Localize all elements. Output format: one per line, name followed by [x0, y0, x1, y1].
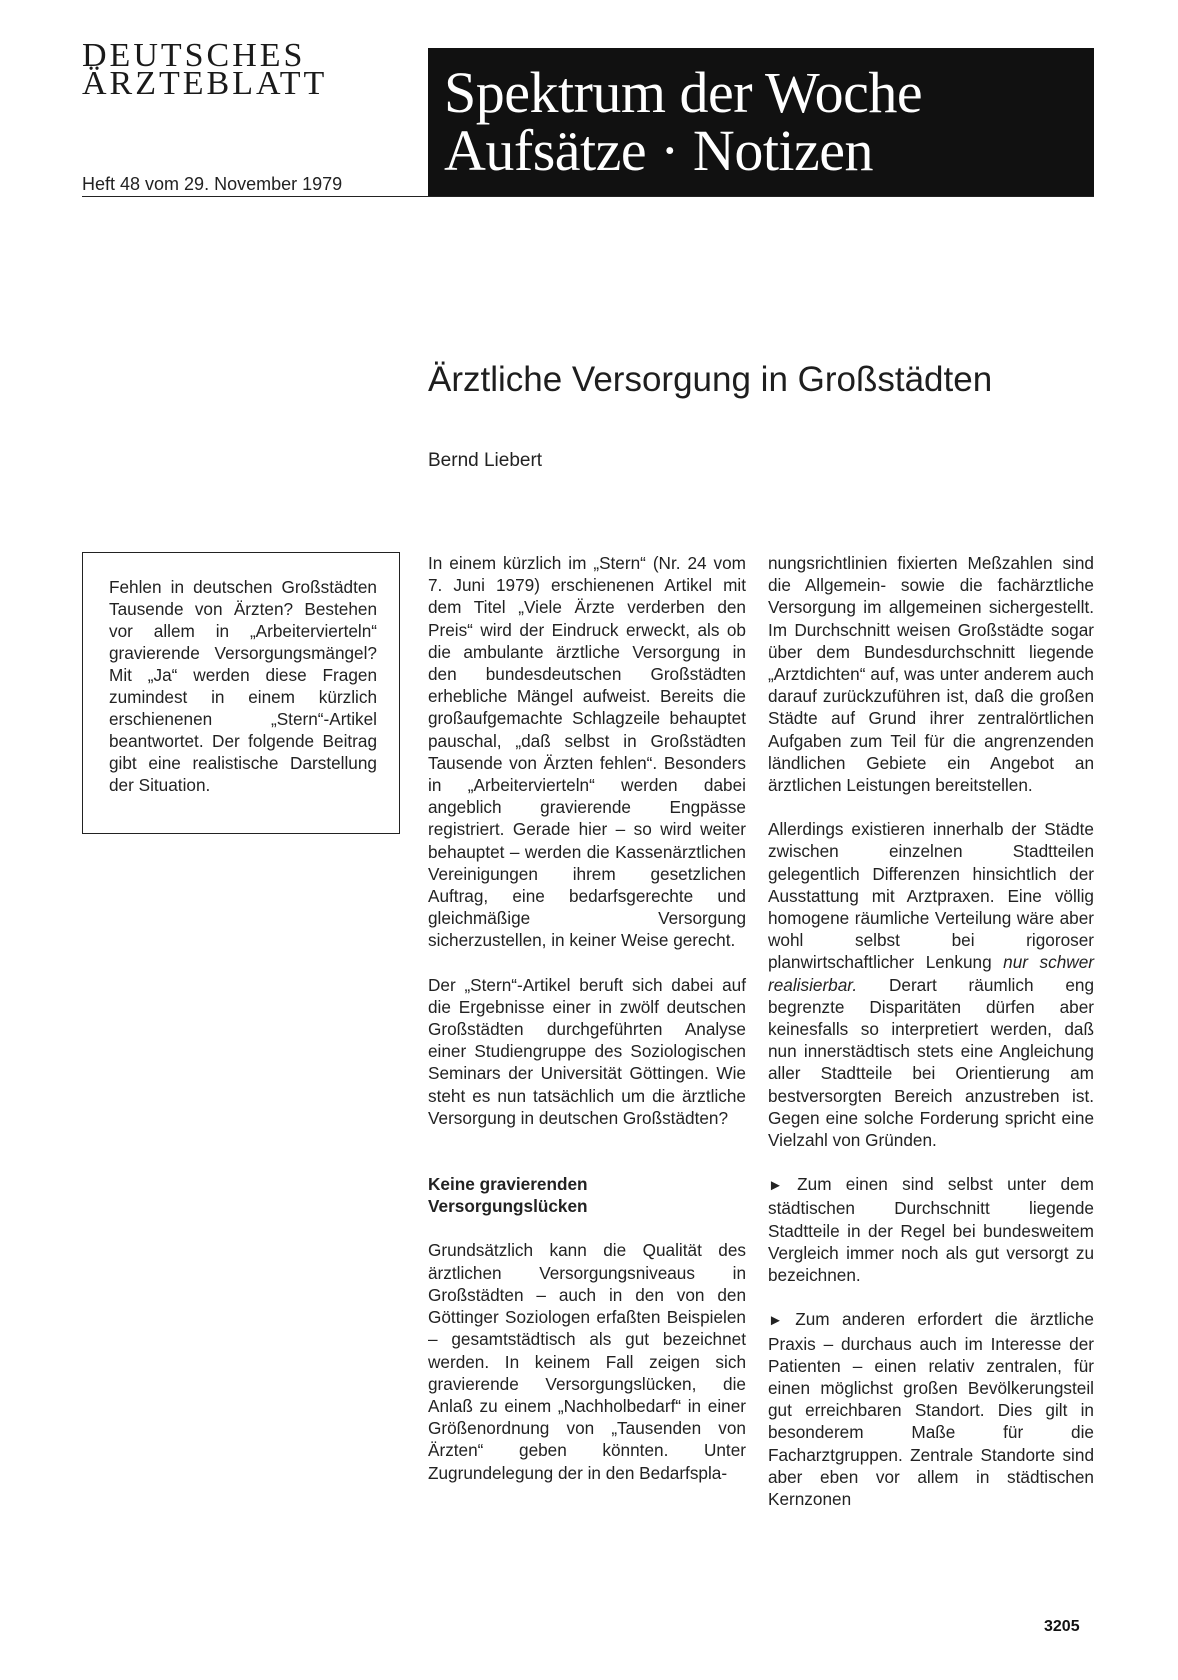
masthead [82, 37, 328, 102]
section-heading-line-2: Versorgungslücken [428, 1196, 588, 1217]
paragraph: nungsrichtlinien fixierten Meßzahlen sind die Allgemein- sowie die fachärztliche Versorgung im allgemeinen sichergestellt. Im Durchschnitt weisen Großstädte sogar über dem Bundesdurchschnitt liegende „Arztdichten“ auf, was unter anderem auch darauf zurückzuführen ist, daß die großen Städte auf Grund ihrer zentralörtlichen Aufgaben zum Teil für die angrenzenden ländlichen Gebiete ein Angebot an ärztlichen Leistungen bereitstellen. [768, 553, 1094, 796]
paragraph-text: Derart räumlich eng begrenzte Disparitäten dürfen aber keinesfalls so interpretiert werden, daß nun innerstädtisch stets eine Angleichung aller Stadtteile bei Orientierung am bestversorgten Bereich anzustreben ist. Gegen eine solche Forderung spricht eine Vielzahl von Gründen. [768, 974, 1094, 1151]
banner-line-1: Spektrum der Woche [444, 60, 923, 125]
section-banner [428, 48, 1094, 196]
arrow-bullet-icon: ► [768, 1312, 783, 1330]
bullet-paragraph [768, 1173, 1094, 1286]
abstract-text: Fehlen in deutschen Großstädten Tausende von Ärzten? Bestehen vor allem in „Arbeitervierteln“ gravierende Versorgungsmängel? Mit „Ja“ werden diese Fragen zumindest in einem kürzlich erschienenen „Stern“-Artikel beantwortet. Der folgende Beitrag gibt eine realistische Darstellung der Situation. [109, 577, 377, 795]
masthead-line-1: DEUTSCHES [82, 37, 306, 74]
paragraph-text: Zum anderen erfordert die ärztliche Praxis – durchaus auch im Interesse der Patienten – einen relativ zentralen, für einen möglichst großen Bevölkerungsteil gut erreichbaren Standort. Dies gilt in besonderem Maße für die Facharztgruppen. Zentrale Standorte sind aber eben vor allem in städtischen Kernzonen [768, 1309, 1094, 1509]
banner-line-2: Aufsätze · Notizen [444, 118, 874, 183]
masthead-line-2: ÄRZTEBLATT [82, 65, 328, 102]
arrow-bullet-icon: ► [768, 1177, 783, 1195]
emphasis-text: nur schwer realisierbar. [768, 952, 1094, 995]
article-column-2 [768, 552, 1094, 1510]
paragraph: Grundsätzlich kann die Qualität des ärztlichen Versorgungsniveaus in Großstädten – auch in den von den Göttinger Soziologen erfaßten Beispielen – gesamtstädtisch als gut bezeichnet werden. In keinem Fall zeigen sich gravierende Versorgungslücken, die Anlaß zu einem „Nachholbedarf“ in einer Größenordnung von „Tausenden von Ärzten“ geben könnten. Unter Zugrundelegung der in den Bedarfspla- [428, 1240, 746, 1483]
paragraph-text: Zum einen sind selbst unter dem städtischen Durchschnitt liegende Stadtteile in der Regel bei bundesweitem Vergleich immer noch als gut versorgt zu bezeichnen. [768, 1174, 1094, 1286]
abstract-box [82, 552, 400, 834]
section-heading [428, 1173, 746, 1217]
article-author: Bernd Liebert [428, 450, 543, 471]
paragraph: In einem kürzlich im „Stern“ (Nr. 24 vom 7. Juni 1979) erschienenen Artikel mit dem Titel „Viele Ärzte verderben den Preis“ wird der Eindruck erweckt, als ob die ambulante ärztliche Versorgung in den bundesdeutschen Großstädten erhebliche Mängel aufweist. Bereits die großaufgemachte Schlagzeile behauptet pauschal, „daß selbst in Großstädten Tausende von Ärzten fehlen“. Besonders in „Arbeitervierteln“ werden dabei angeblich gravierende Engpässe registriert. Gerade hier – so wird weiter behauptet – werden die Kassenärztlichen Vereinigungen ihrem gesetzlichen Auftrag, eine bedarfsgerechte und gleichmäßige Versorgung sicherzustellen, in keiner Weise gerecht. [428, 553, 746, 951]
article-title: Ärztliche Versorgung in Großstädten [428, 360, 993, 399]
article-column-1 [428, 552, 746, 1484]
page-number: 3205 [1044, 1618, 1080, 1635]
paragraph [768, 818, 1094, 1151]
section-heading-line-1: Keine gravierenden [428, 1174, 588, 1195]
paragraph-text: Allerdings existieren innerhalb der Städte zwischen einzelnen Stadtteilen gelegentlich Differenzen hinsichtlich der Ausstattung mit Arztpraxen. Eine völlig homogene räumliche Verteilung wäre aber wohl selbst bei rigoroser planwirtschaftlicher Lenkung [768, 819, 1094, 973]
header-rule [82, 196, 1094, 197]
issue-date: Heft 48 vom 29. November 1979 [82, 174, 343, 194]
paragraph: Der „Stern“-Artikel beruft sich dabei auf die Ergebnisse einer in zwölf deutschen Großstädten durchgeführten Analyse einer Studiengruppe des Soziologischen Seminars der Universität Göttingen. Wie steht es nun tatsächlich um die ärztliche Versorgung in deutschen Großstädten? [428, 974, 746, 1128]
bullet-paragraph [768, 1308, 1094, 1510]
